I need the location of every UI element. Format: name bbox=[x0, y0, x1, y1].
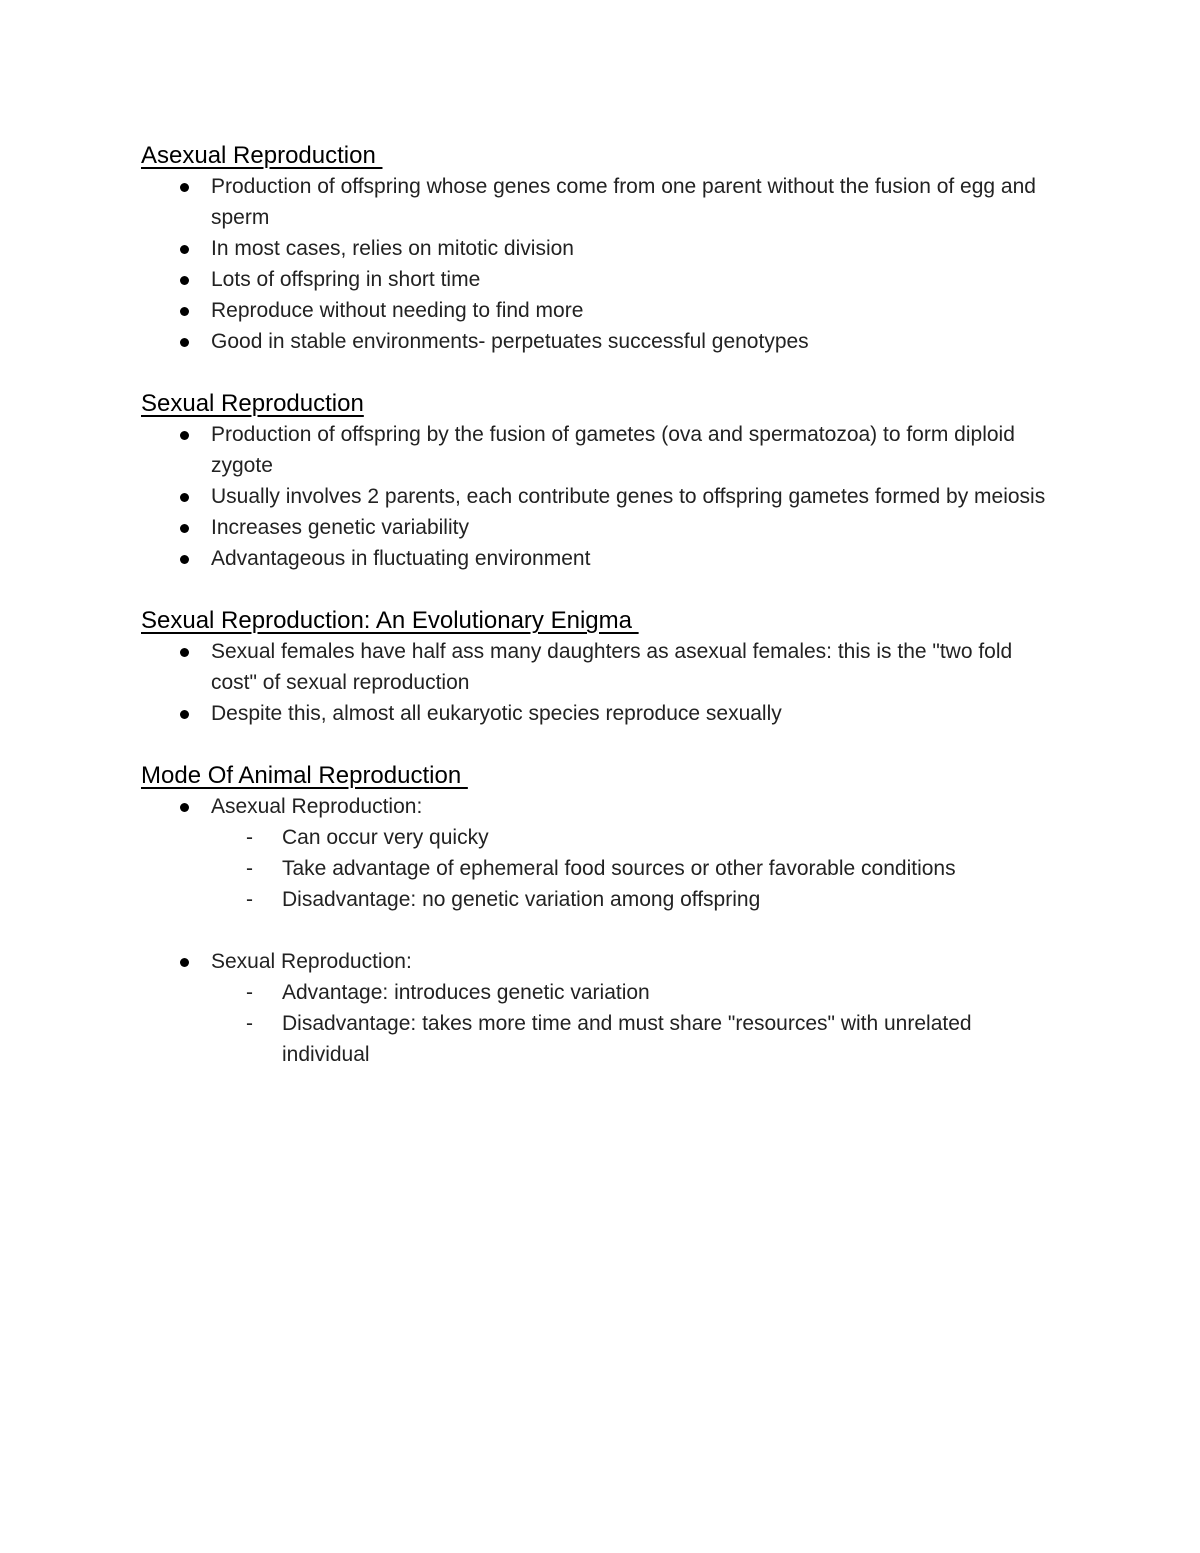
section-mode-of-animal-reproduction bbox=[141, 760, 1061, 1070]
bullet-list bbox=[141, 946, 1061, 977]
bullet-icon bbox=[180, 276, 189, 285]
bullet-list bbox=[141, 636, 1061, 729]
section-heading: Sexual Reproduction: An Evolutionary Enigma bbox=[141, 607, 639, 634]
dash-icon: - bbox=[246, 857, 253, 880]
sub-list bbox=[141, 822, 1061, 915]
bullet-item bbox=[141, 264, 1061, 295]
dash-icon: - bbox=[246, 826, 253, 849]
sub-item-text: Disadvantage: no genetic variation among offspring bbox=[282, 888, 761, 911]
bullet-list bbox=[141, 171, 1061, 357]
sub-item-text: Can occur very quicky bbox=[282, 826, 489, 849]
bullet-item bbox=[141, 698, 1061, 729]
dash-icon: - bbox=[246, 981, 253, 1004]
sub-item bbox=[141, 977, 1061, 1008]
bullet-icon bbox=[180, 648, 189, 657]
bullet-item bbox=[141, 636, 1061, 698]
bullet-item bbox=[141, 481, 1061, 512]
bullet-text: Sexual Reproduction: bbox=[211, 950, 412, 973]
bullet-item bbox=[141, 233, 1061, 264]
bullet-item bbox=[141, 543, 1061, 574]
sub-list bbox=[141, 977, 1061, 1070]
bullet-icon bbox=[180, 338, 189, 347]
bullet-text: In most cases, relies on mitotic division bbox=[211, 237, 574, 260]
bullet-item bbox=[141, 419, 1061, 481]
sub-item-text: Advantage: introduces genetic variation bbox=[282, 981, 650, 1004]
bullet-text: Reproduce without needing to find more bbox=[211, 299, 584, 322]
bullet-icon bbox=[180, 524, 189, 533]
bullet-text: Usually involves 2 parents, each contribute genes to offspring gametes formed by meiosis bbox=[211, 485, 1046, 508]
bullet-list bbox=[141, 419, 1061, 574]
section-sexual-reproduction bbox=[141, 388, 1061, 574]
section-evolutionary-enigma bbox=[141, 605, 1061, 729]
bullet-item bbox=[141, 946, 1061, 977]
bullet-text: Despite this, almost all eukaryotic species reproduce sexually bbox=[211, 702, 782, 725]
bullet-text: Sexual females have half ass many daughters as asexual females: this is the "two fold cost" of sexual reproduction bbox=[211, 640, 1013, 694]
bullet-icon bbox=[180, 493, 189, 502]
bullet-icon bbox=[180, 245, 189, 254]
sub-item bbox=[141, 822, 1061, 853]
bullet-icon bbox=[180, 555, 189, 564]
dash-icon: - bbox=[246, 888, 253, 911]
dash-icon: - bbox=[246, 1012, 253, 1035]
bullet-text: Lots of offspring in short time bbox=[211, 268, 481, 291]
spacer bbox=[141, 915, 1061, 946]
section-heading: Mode Of Animal Reproduction bbox=[141, 762, 468, 789]
bullet-item bbox=[141, 295, 1061, 326]
bullet-icon bbox=[180, 710, 189, 719]
sub-item bbox=[141, 853, 1061, 884]
bullet-list bbox=[141, 791, 1061, 822]
bullet-text: Production of offspring by the fusion of gametes (ova and spermatozoa) to form diploid zygote bbox=[211, 423, 1015, 477]
bullet-item bbox=[141, 326, 1061, 357]
bullet-icon bbox=[180, 958, 189, 967]
bullet-item bbox=[141, 791, 1061, 822]
section-heading: Asexual Reproduction bbox=[141, 142, 383, 169]
bullet-text: Production of offspring whose genes come from one parent without the fusion of egg and sperm bbox=[211, 175, 1036, 229]
section-heading: Sexual Reproduction bbox=[141, 390, 364, 417]
document-page bbox=[141, 140, 1061, 1070]
bullet-icon bbox=[180, 183, 189, 192]
section-asexual-reproduction bbox=[141, 140, 1061, 357]
bullet-text: Good in stable environments- perpetuates successful genotypes bbox=[211, 330, 809, 353]
bullet-text: Advantageous in fluctuating environment bbox=[211, 547, 591, 570]
bullet-text: Asexual Reproduction: bbox=[211, 795, 423, 818]
sub-item bbox=[141, 884, 1061, 915]
bullet-icon bbox=[180, 431, 189, 440]
sub-item bbox=[141, 1008, 1061, 1070]
sub-item-text: Disadvantage: takes more time and must share "resources" with unrelated individual bbox=[282, 1012, 972, 1066]
bullet-icon bbox=[180, 307, 189, 316]
bullet-item bbox=[141, 171, 1061, 233]
bullet-item bbox=[141, 512, 1061, 543]
bullet-icon bbox=[180, 803, 189, 812]
sub-item-text: Take advantage of ephemeral food sources or other favorable conditions bbox=[282, 857, 956, 880]
bullet-text: Increases genetic variability bbox=[211, 516, 469, 539]
